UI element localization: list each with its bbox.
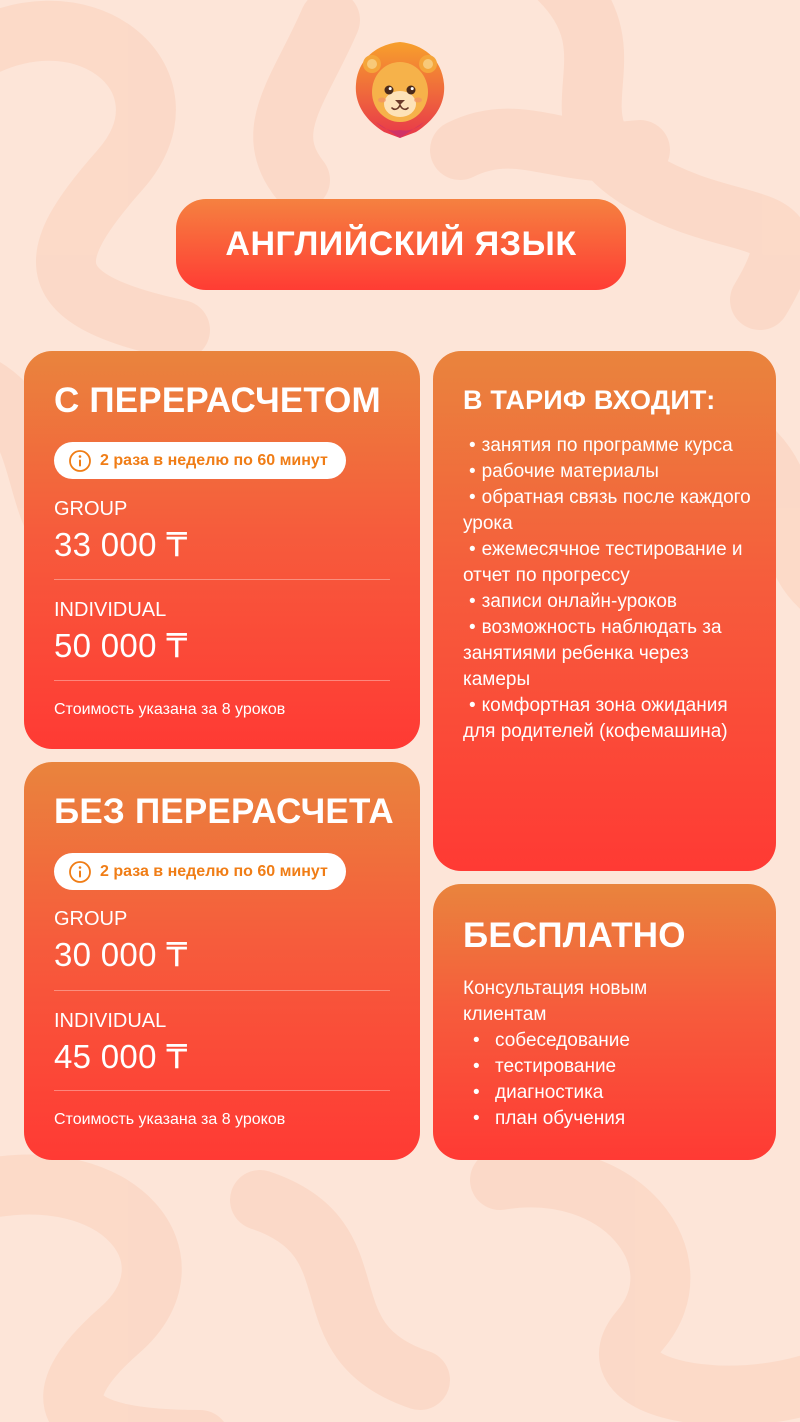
- list-item: • возможность наблюдать за занятиями ребенка через камеры: [463, 617, 722, 690]
- tier-group: [54, 498, 188, 564]
- pricing-card-with-recalc: [24, 351, 420, 749]
- info-icon: [68, 449, 92, 473]
- page-title: [176, 199, 626, 290]
- card-heading: БЕСПЛАТНО: [463, 916, 686, 955]
- tier-price: 33 000 ₸: [54, 526, 188, 563]
- list-item: • обратная связь после каждого урока: [463, 487, 751, 534]
- tier-name: GROUP: [54, 908, 128, 930]
- price-note: Стоимость указана за 8 уроков: [54, 1111, 286, 1128]
- list-item: • диагностика: [473, 1080, 630, 1106]
- divider: [54, 990, 390, 991]
- list-item: • тестирование: [473, 1054, 630, 1080]
- divider: [54, 680, 390, 681]
- list-item: • занятия по программе курса: [469, 435, 733, 456]
- free-intro: Консультация новым клиентам: [463, 978, 648, 1025]
- list-item: • собеседование: [473, 1028, 630, 1054]
- card-heading: БЕЗ ПЕРЕРАСЧЕТА: [54, 792, 394, 831]
- list-item: • рабочие материалы: [469, 461, 659, 482]
- tier-individual: [54, 599, 188, 665]
- page-title-text: АНГЛИЙСКИЙ ЯЗЫК: [225, 225, 577, 263]
- list-item: • ежемесячное тестирование и отчет по прогрессу: [463, 539, 743, 586]
- list-item: • план обучения: [473, 1106, 630, 1132]
- pricing-card-without-recalc: [24, 762, 420, 1160]
- list-item: • записи онлайн-уроков: [469, 591, 677, 612]
- divider: [54, 579, 390, 580]
- lion-mascot-icon: [352, 40, 448, 140]
- list-item: • комфортная зона ожидания для родителей (кофемашина): [463, 695, 728, 742]
- tier-price: 30 000 ₸: [54, 936, 188, 973]
- free-card: [433, 884, 776, 1160]
- schedule-badge: [54, 853, 346, 890]
- tier-name: INDIVIDUAL: [54, 599, 167, 621]
- tier-price: 50 000 ₸: [54, 627, 188, 664]
- schedule-badge-text: 2 раза в неделю по 60 минут: [100, 451, 328, 469]
- tier-individual: [54, 1010, 188, 1076]
- info-icon: [68, 860, 92, 884]
- card-heading: С ПЕРЕРАСЧЕТОМ: [54, 381, 381, 420]
- tier-name: INDIVIDUAL: [54, 1010, 167, 1032]
- tier-group: [54, 908, 188, 974]
- free-list: [473, 1028, 630, 1132]
- schedule-badge-text: 2 раза в неделю по 60 минут: [100, 862, 328, 880]
- tier-name: GROUP: [54, 498, 128, 520]
- price-note: Стоимость указана за 8 уроков: [54, 701, 286, 718]
- tier-price: 45 000 ₸: [54, 1038, 188, 1075]
- schedule-badge: [54, 442, 346, 479]
- included-list: [463, 433, 756, 745]
- card-heading: В ТАРИФ ВХОДИТ:: [463, 385, 716, 415]
- included-card: [433, 351, 776, 871]
- divider: [54, 1090, 390, 1091]
